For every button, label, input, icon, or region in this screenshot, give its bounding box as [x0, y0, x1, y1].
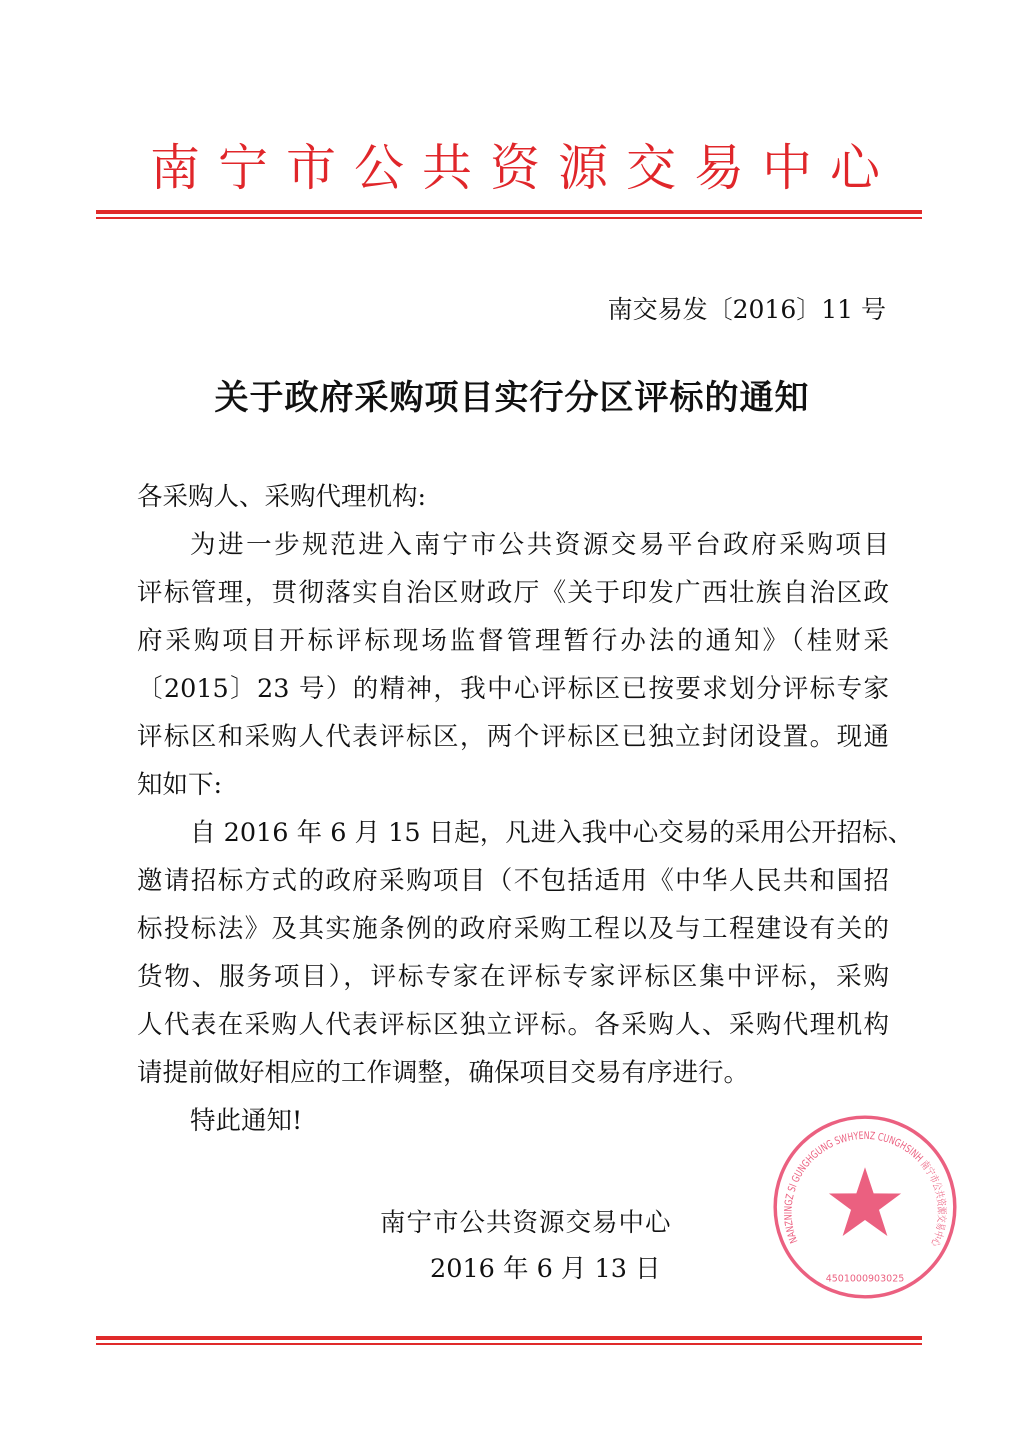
body-line: 府采购项目开标评标现场监督管理暂行办法的通知》（桂财采 — [137, 626, 889, 656]
seal-text: NANZNINGZ SI GUNGHGUNG SWHYENZ CUNGHSINH 南宁市公共资源交易中心 — [782, 1129, 948, 1251]
letterhead-rule-thin — [96, 217, 922, 219]
official-seal-stamp — [770, 1112, 960, 1302]
body-line: 为进一步规范进入南宁市公共资源交易平台政府采购项目 — [190, 530, 889, 560]
body-line: 人代表在采购人代表评标区独立评标。各采购人、采购代理机构 — [137, 1010, 889, 1040]
body-line: 特此通知! — [190, 1106, 303, 1136]
star-icon — [829, 1167, 901, 1236]
signature-org: 南宁市公共资源交易中心 — [380, 1208, 672, 1238]
body-line: 〔2015〕23 号）的精神，我中心评标区已按要求划分评标专家 — [137, 674, 889, 704]
letterhead-org-name: 南宁市公共资源交易中心 — [150, 139, 898, 197]
body-line: 各采购人、采购代理机构: — [137, 482, 427, 512]
body-line: 请提前做好相应的工作调整，确保项目交易有序进行。 — [137, 1058, 750, 1088]
footer-rule-thin — [96, 1343, 922, 1345]
seal-number: 4501000903025 — [825, 1273, 905, 1285]
body-line: 评标管理，贯彻落实自治区财政厅《关于印发广西壮族自治区政 — [137, 578, 889, 608]
document-title: 关于政府采购项目实行分区评标的通知 — [214, 378, 810, 418]
footer-rule-thick — [96, 1336, 922, 1340]
document-number: 南交易发〔2016〕11 号 — [607, 295, 886, 324]
body-line: 自 2016 年 6 月 15 日起，凡进入我中心交易的采用公开招标、 — [190, 818, 914, 848]
body-line: 评标区和采购人代表评标区，两个评标区已独立封闭设置。现通 — [137, 722, 889, 752]
letterhead-rule-thick — [96, 210, 922, 214]
body-line: 邀请招标方式的政府采购项目（不包括适用《中华人民共和国招 — [137, 866, 889, 896]
body-line: 标投标法》及其实施条例的政府采购工程以及与工程建设有关的 — [137, 914, 889, 944]
signature-date: 2016 年 6 月 13 日 — [430, 1254, 661, 1284]
body-line: 货物、服务项目），评标专家在评标专家评标区集中评标，采购 — [137, 962, 889, 992]
body-line: 知如下: — [137, 770, 223, 800]
